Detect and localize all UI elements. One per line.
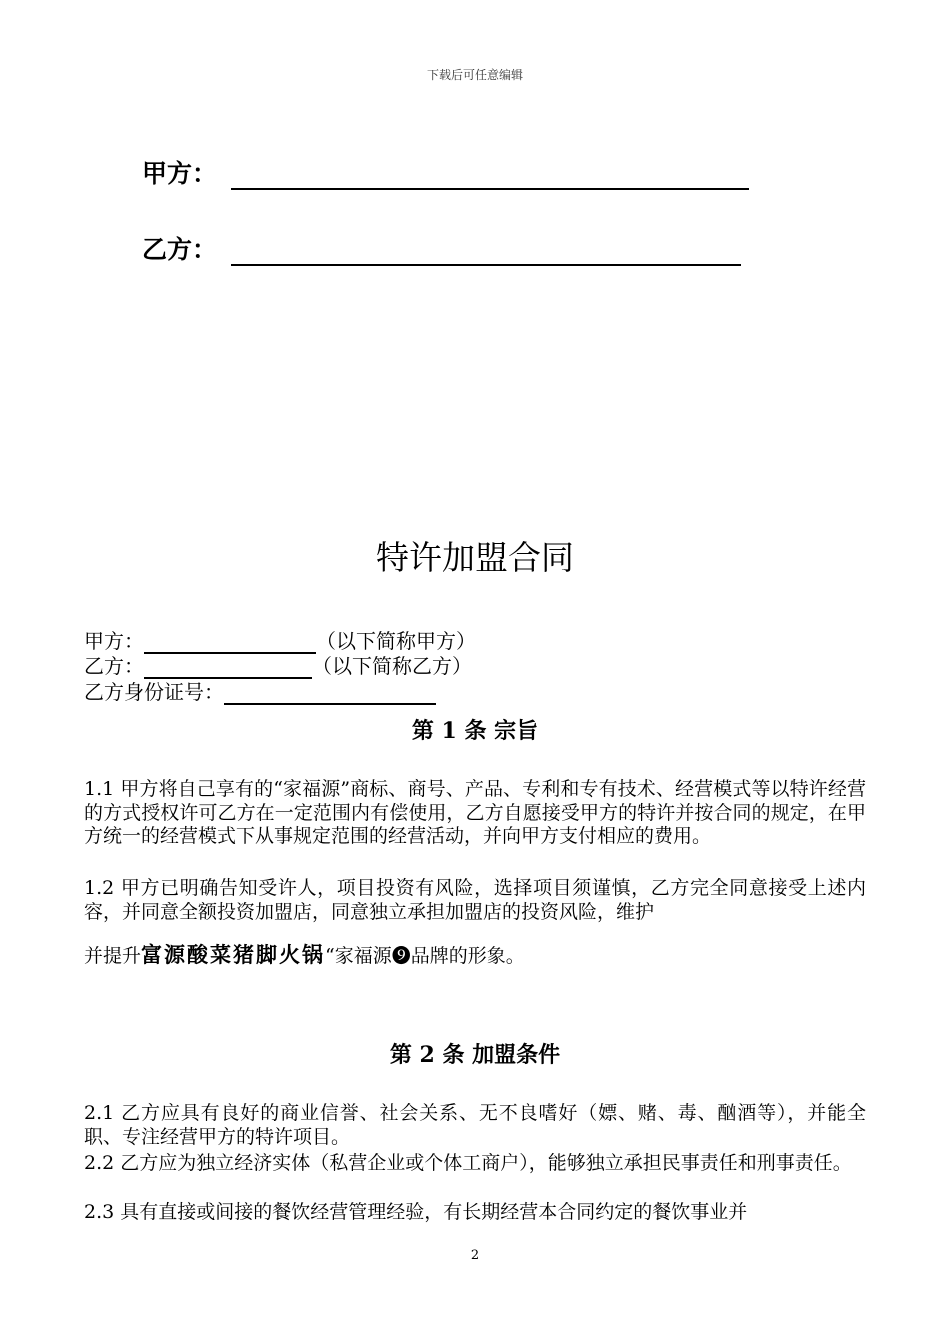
article-2-heading: 第 2 条 加盟条件 [389,1042,561,1068]
page-number: 2 [470,1248,480,1263]
party-a-label: 甲方： [84,629,144,653]
cover-party-a-blank [231,160,749,190]
party-b-label: 乙方： [84,654,144,678]
article-2-paragraph-1: 2.1 乙方应具有良好的商业信誉、社会关系、无不良嗜好（嫖、赌、毒、酗酒等），并能全职、专注经营甲方的特许项目。 [84,1102,866,1148]
article-2-paragraph-2: 2.2 乙方应为独立经济实体（私营企业或个体工商户），能够独立承担民事责任和刑事责任。 [84,1152,852,1174]
article-1-heading: 第 1 条 宗旨 [411,718,539,744]
brand-lead-text: 并提升 [84,945,142,967]
cover-party-b-blank [231,236,741,266]
party-a-blank [144,630,316,654]
party-b-id-line [84,679,436,705]
brand-trailing-text: “家福源❾品牌的形象。 [325,945,525,967]
party-b-id-blank [224,681,436,705]
party-b-id-label: 乙方身份证号： [84,680,224,704]
cover-party-b-label: 乙方： [142,235,218,264]
party-b-suffix: （以下简称乙方） [312,654,472,678]
cover-party-b [142,230,741,266]
article-2-paragraph-3: 2.3 具有直接或间接的餐饮经营管理经验，有长期经营本合同约定的餐饮事业并 [84,1201,748,1223]
header-note: 下载后可任意编辑 [426,68,523,82]
party-b-line [84,653,472,679]
cover-party-a-label: 甲方： [142,159,218,188]
article-1-paragraph-1: 1.1 甲方将自己享有的“家福源”商标、商号、产品、专利和专有技术、经营模式等以特许经营的方式授权许可乙方在一定范围内有偿使用，乙方自愿接受甲方的特许并按合同的规定，在甲方统一的经营模式下从事规定范围的经营活动，并向甲方支付相应的费用。 [84,778,866,847]
document-title: 特许加盟合同 [376,538,574,577]
party-b-blank [144,655,312,679]
party-a-line [84,628,476,654]
article-1-paragraph-3 [84,943,866,969]
party-a-suffix: （以下简称甲方） [316,629,476,653]
article-1-paragraph-2: 1.2 甲方已明确告知受许人，项目投资有风险，选择项目须谨慎，乙方完全同意接受上述内容，并同意全额投资加盟店，同意独立承担加盟店的投资风险，维护 [84,877,866,923]
cover-party-a [142,154,749,190]
brand-name: 富源酸菜猪脚火锅 [141,942,326,967]
